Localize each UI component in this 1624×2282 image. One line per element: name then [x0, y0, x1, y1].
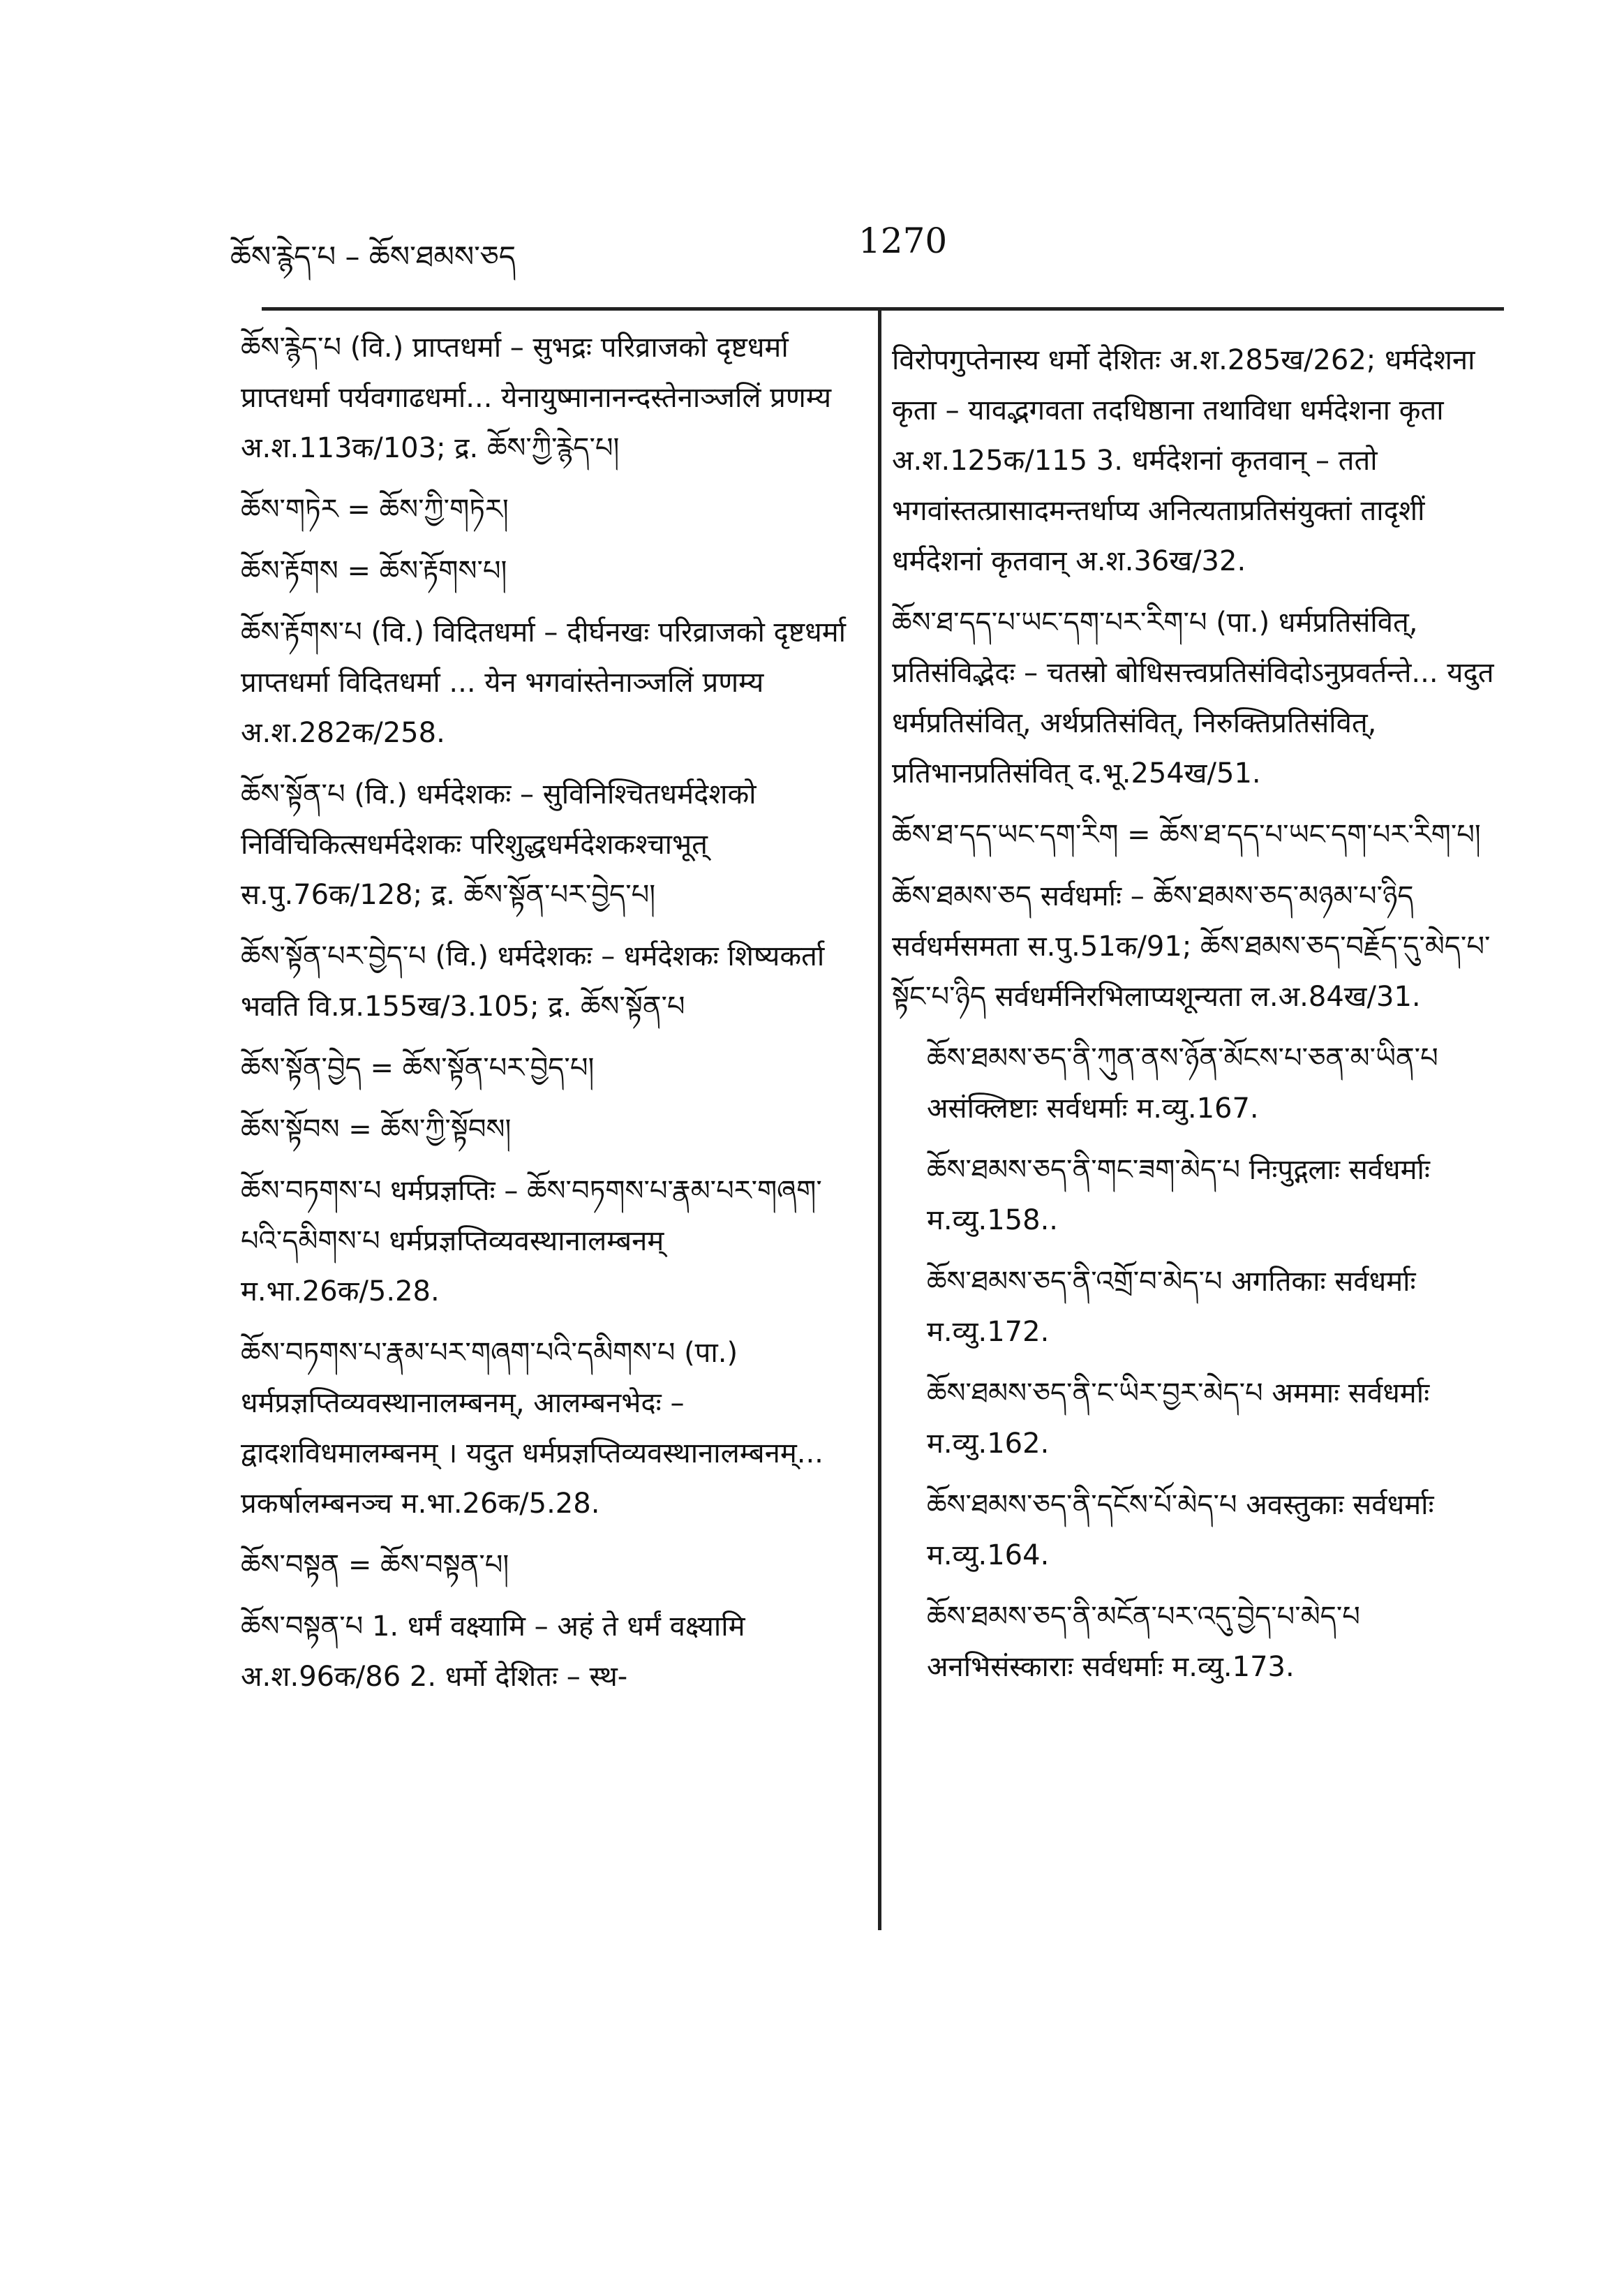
dictionary-entry: ཆོས་ཐམས་ཅད་ནི་གང་ཟག་མེད་པ निःपुद्गलाः सर्वधर्माः म.व्यु.158..	[927, 1154, 1430, 1236]
dictionary-entry: ཆོས་སྟོན་པར་བྱེད་པ (वि.) धर्मदेशकः – धर्मदेशकः शिष्यकर्ता भवति वि.प्र.155ख/3.105; द्र. ཆོས་སྟོན་པ	[241, 940, 825, 1023]
dictionary-entry: ཆོས་ཐམས་ཅད་ནི་ང་ཡིར་བྱར་མེད་པ अममाः सर्वधर्माः म.व्यु.162.	[927, 1377, 1430, 1460]
running-head: ཆོས་རྙེད་པ – ཆོས་ཐམས་ཅད	[230, 239, 516, 274]
dictionary-entry: ཆོས་ཐམས་ཅད་ནི་ཀུན་ནས་ཉོན་མོངས་པ་ཅན་མ་ཡིན་པ असंक्लिष्टाः सर्वधर्माः म.व्यु.167.	[927, 1042, 1438, 1125]
dictionary-entry: ཆོས་གཏེར = ཆོས་ཀྱི་གཏེར།	[241, 494, 509, 526]
dictionary-entry: ཆོས་བཏགས་པ धर्मप्रज्ञप्तिः – ཆོས་བཏགས་པ་རྣམ་པར་གཞག་པའི་དམིགས་པ धर्मप्रज्ञप्तिव्यवस्थानालम्बनम् म.भा.26क/5.28.	[241, 1175, 822, 1307]
dictionary-entry: ཆོས་ཐམས་ཅད་ནི་མངོན་པར་འདུ་བྱེད་པ་མེད་པ अनभिसंस्काराः सर्वधर्माः म.व्यु.173.	[927, 1601, 1360, 1683]
left-column	[241, 323, 858, 1713]
dictionary-entry: ཆོས་བཏགས་པ་རྣམ་པར་གཞག་པའི་དམིགས་པ (पा.) धर्मप्रज्ञप्तिव्यवस्थानालम्बनम्, आलम्बनभेदः – द्वादशविधमालम्बनम् । यदुत धर्मप्रज्ञप्तिव्यवस्थानालम्बनम्... प्रकर्षालम्बनञ्च म.भा.26क/5.28.	[241, 1337, 824, 1520]
dictionary-entry: ཆོས་བསྟན = ཆོས་བསྟན་པ།	[241, 1549, 509, 1581]
dictionary-entry: ཆོས་རྙེད་པ (वि.) प्राप्तधर्मा – सुभद्रः परिव्राजको दृष्टधर्मा प्राप्तधर्मा पर्यवगाढधर्मा... येनायुष्मानानन्दस्तेनाञ्जलिं प्रणम्य अ.श.113क/103; द्र. ཆོས་ཀྱི་རྙེད་པ།	[241, 332, 832, 464]
dictionary-entry: ཆོས་སྟོན་བྱེད = ཆོས་སྟོན་པར་བྱེད་པ།	[241, 1052, 595, 1084]
dictionary-entry: ཆོས་ཐམས་ཅད་ནི་འགྲོ་བ་མེད་པ अगतिकाः सर्वधर्माः म.व्यु.172.	[927, 1266, 1416, 1348]
dictionary-entry: ཆོས་བསྟན་པ 1. धर्मं वक्ष्यामि – अहं ते धर्मं वक्ष्यामि अ.श.96क/86 2. धर्मो देशितः – स्थ-	[241, 1610, 745, 1693]
page-number: 1270	[858, 221, 948, 261]
dictionary-entry: विरोपगुप्तेनास्य धर्मो देशितः अ.श.285ख/262; धर्मदेशना कृता – यावद्भगवता तदधिष्ठाना तथाविधा धर्मदेशना कृता अ.श.125क/115 3. धर्मदेशनां कृतवान् – ततो भगवांस्तत्प्रासादमन्तर्धाप्य अनित्यताप्रतिसंयुक्तां तादृशीं धर्मदेशनां कृतवान् अ.श.36ख/32.	[892, 344, 1475, 577]
right-column	[892, 335, 1506, 1703]
dictionary-entry: ཆོས་སྟོབས = ཆོས་ཀྱི་སྟོབས།	[241, 1113, 512, 1146]
dictionary-entry: ཆོས་ཐ་དད་ཡང་དག་རིག = ཆོས་ཐ་དད་པ་ཡང་དག་པར་རིག་པ།	[892, 819, 1481, 851]
dictionary-entry: ཆོས་རྟོགས་པ (वि.) विदितधर्मा – दीर्घनखः परिव्राजको दृष्टधर्मा प्राप्तधर्मा विदितधर्मा ... येन भगवांस्तेनाञ्जलिं प्रणम्य अ.श.282क/258.	[241, 616, 847, 749]
dictionary-entry: ཆོས་སྟོན་པ (वि.) धर्मदेशकः – सुविनिश्चितधर्मदेशको निर्विचिकित्सधर्मदेशकः परिशुद्धधर्मदेशकश्चाभूत् स.पु.76क/128; द्र. ཆོས་སྟོན་པར་བྱེད་པ།	[241, 778, 757, 911]
dictionary-entry: ཆོས་རྟོགས = ཆོས་རྟོགས་པ།	[241, 555, 507, 587]
dictionary-entry: ཆོས་ཐམས་ཅད་ནི་དངོས་པོ་མེད་པ अवस्तुकाः सर्वधर्माः म.व्यु.164.	[927, 1489, 1434, 1571]
dictionary-entry: ཆོས་ཐ་དད་པ་ཡང་དག་པར་རིག་པ (पा.) धर्मप्रतिसंवित्, प्रतिसंविद्भेदः – चतस्रो बोधिसत्त्वप्रतिसंविदोऽनुप्रवर्तन्ते... यदुत धर्मप्रतिसंवित्, अर्थप्रतिसंवित्, निरुक्तिप्रतिसंवित्, प्रतिभानप्रतिसंवित् द.भू.254ख/51.	[892, 607, 1494, 790]
dictionary-entry: ཆོས་ཐམས་ཅད सर्वधर्माः – ཆོས་ཐམས་ཅད་མཉམ་པ་ཉིད सर्वधर्मसमता स.पु.51क/91; ཆོས་ཐམས་ཅད་བརྗོད་དུ་མེད་པ་སྟོང་པ་ཉིད सर्वधर्मनिरभिलाप्यशून्यता ल.अ.84ख/31.	[892, 880, 1491, 1013]
header-rule	[262, 307, 1504, 311]
column-divider	[878, 311, 881, 1930]
